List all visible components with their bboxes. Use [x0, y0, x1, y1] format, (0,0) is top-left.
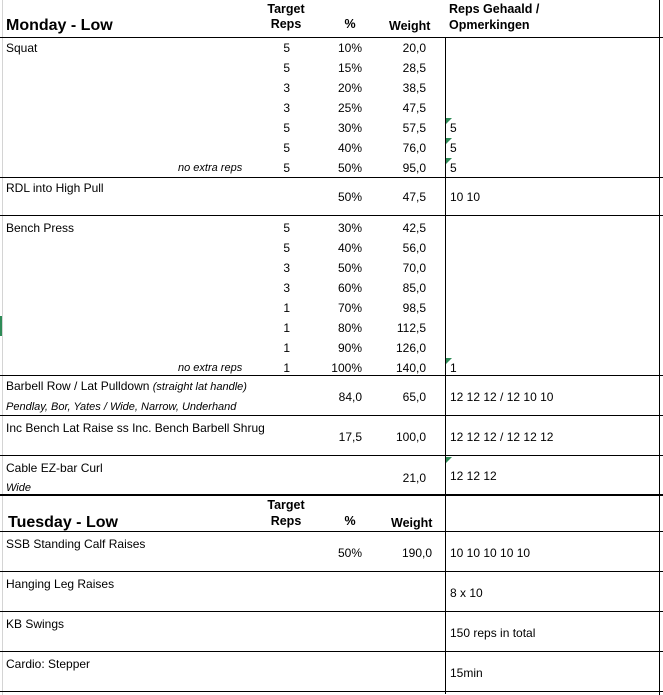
squat-set-percent: 20% — [337, 81, 362, 95]
bench-set-weight: 42,5 — [402, 221, 426, 235]
bench-set-percent: 100% — [331, 361, 362, 375]
squat-note: no extra reps — [178, 162, 243, 174]
row-percent: 84,0 — [338, 390, 362, 404]
calf-weight: 190,0 — [401, 546, 432, 560]
tue-header-percent: % — [344, 514, 356, 528]
exercise-row — [6, 379, 247, 394]
bench-set-reps: 1 — [283, 361, 290, 375]
squat-set-weight: 20,0 — [402, 41, 426, 55]
row-name: Barbell Row / Lat Pulldown — [6, 379, 150, 393]
squat-set-done: 5 — [450, 141, 457, 155]
comment-marker — [446, 118, 452, 124]
squat-set-weight: 76,0 — [402, 141, 426, 155]
bench-set-weight: 126,0 — [395, 341, 426, 355]
header-notes-2: Opmerkingen — [449, 18, 530, 32]
bench-set-weight: 98,5 — [402, 301, 426, 315]
exercise-cardio: Cardio: Stepper — [6, 657, 91, 671]
squat-set-weight: 57,5 — [402, 121, 426, 135]
bench-set-percent: 90% — [337, 341, 362, 355]
header-target-reps-1: Target — [267, 2, 305, 16]
header-notes-1: Reps Gehaald / — [449, 2, 540, 16]
leg-raises-done: 8 x 10 — [450, 586, 483, 600]
selected-row-marker — [0, 316, 2, 336]
squat-set-weight: 95,0 — [402, 161, 426, 175]
rdl-done: 10 10 — [450, 190, 481, 204]
squat-set-reps: 5 — [283, 161, 290, 175]
exercise-curl: Cable EZ-bar Curl — [6, 461, 103, 475]
bench-set-reps: 5 — [283, 221, 290, 235]
tue-header-weight: Weight — [391, 516, 433, 530]
bench-set-percent: 50% — [337, 261, 362, 275]
row-border — [0, 691, 663, 692]
squat-set-percent: 25% — [337, 101, 362, 115]
header-weight: Weight — [389, 19, 431, 33]
row-border — [0, 571, 663, 572]
bench-set-reps: 1 — [283, 341, 290, 355]
squat-set-weight: 28,5 — [402, 61, 426, 75]
bench-set-weight: 140,0 — [395, 361, 426, 375]
squat-set-reps: 5 — [283, 41, 290, 55]
squat-set-reps: 5 — [283, 141, 290, 155]
bench-set-percent: 30% — [337, 221, 362, 235]
squat-set-reps: 5 — [283, 121, 290, 135]
squat-set-percent: 50% — [337, 161, 362, 175]
incline-done: 12 12 12 / 12 12 12 — [450, 430, 554, 444]
bench-set-reps: 5 — [283, 241, 290, 255]
exercise-rdl: RDL into High Pull — [6, 181, 104, 195]
squat-set-percent: 10% — [337, 41, 362, 55]
row-border — [0, 37, 663, 38]
bench-note: no extra reps — [178, 362, 243, 374]
exercise-bench: Bench Press — [6, 221, 75, 235]
incline-percent: 17,5 — [338, 430, 362, 444]
row-border — [0, 375, 663, 376]
bench-set-weight: 85,0 — [402, 281, 426, 295]
squat-set-reps: 3 — [283, 101, 290, 115]
tue-header-target-reps-2: Reps — [270, 514, 302, 528]
squat-set-done: 5 — [450, 121, 457, 135]
column-border — [445, 376, 446, 416]
bench-set-weight: 70,0 — [402, 261, 426, 275]
section-title-tuesday: Tuesday - Low — [8, 514, 118, 531]
gridline — [2, 0, 3, 695]
squat-set-done: 5 — [450, 161, 457, 175]
column-border — [445, 496, 446, 694]
row-border — [0, 415, 663, 416]
squat-set-reps: 3 — [283, 81, 290, 95]
squat-set-percent: 40% — [337, 141, 362, 155]
bench-set-weight: 56,0 — [402, 241, 426, 255]
curl-variant: Wide — [6, 482, 31, 494]
row-name-note: (straight lat handle) — [152, 381, 247, 393]
row-variants: Pendlay, Bor, Yates / Wide, Narrow, Underhand — [6, 401, 237, 413]
comment-marker — [446, 358, 452, 364]
row-done: 12 12 12 / 12 10 10 — [450, 390, 554, 404]
column-border — [445, 416, 446, 456]
curl-done: 12 12 12 — [450, 469, 497, 483]
row-border — [0, 215, 663, 216]
tue-header-target-reps-1: Target — [267, 498, 305, 512]
bench-set-reps: 3 — [283, 261, 290, 275]
column-border — [445, 216, 446, 376]
bench-set-percent: 80% — [337, 321, 362, 335]
cardio-done: 15min — [450, 666, 483, 680]
row-border — [0, 177, 663, 178]
comment-marker — [446, 457, 452, 463]
row-weight: 65,0 — [402, 390, 426, 404]
section-title-monday: Monday - Low — [6, 17, 113, 34]
exercise-incline: Inc Bench Lat Raise ss Inc. Bench Barbell Shrug — [6, 421, 265, 435]
squat-set-weight: 38,5 — [402, 81, 426, 95]
squat-set-percent: 15% — [337, 61, 362, 75]
squat-set-reps: 5 — [283, 61, 290, 75]
bench-set-done: 1 — [450, 361, 457, 375]
calf-done: 10 10 10 10 10 — [450, 546, 531, 560]
bench-set-reps: 1 — [283, 301, 290, 315]
curl-weight: 21,0 — [402, 471, 426, 485]
exercise-calf: SSB Standing Calf Raises — [6, 537, 146, 551]
bench-set-reps: 3 — [283, 281, 290, 295]
exercise-kb-swings: KB Swings — [6, 617, 65, 631]
row-border — [0, 651, 663, 652]
squat-set-weight: 47,5 — [402, 101, 426, 115]
rdl-weight: 47,5 — [402, 190, 426, 204]
squat-set-percent: 30% — [337, 121, 362, 135]
header-percent: % — [344, 17, 356, 31]
rdl-percent: 50% — [337, 190, 362, 204]
row-border — [0, 455, 663, 456]
incline-weight: 100,0 — [395, 430, 426, 444]
comment-marker — [446, 158, 452, 164]
bench-set-percent: 60% — [337, 281, 362, 295]
bench-set-reps: 1 — [283, 321, 290, 335]
row-border — [0, 611, 663, 612]
header-target-reps-2: Reps — [270, 17, 302, 31]
column-border — [659, 0, 660, 695]
kb-swings-done: 150 reps in total — [450, 626, 536, 640]
section-border — [0, 494, 663, 496]
calf-percent: 50% — [337, 546, 362, 560]
column-border — [445, 178, 446, 216]
exercise-leg-raises: Hanging Leg Raises — [6, 577, 115, 591]
bench-set-weight: 112,5 — [396, 321, 426, 335]
exercise-squat: Squat — [6, 41, 38, 55]
bench-set-percent: 70% — [337, 301, 362, 315]
column-border — [445, 38, 446, 178]
bench-set-percent: 40% — [337, 241, 362, 255]
comment-marker — [446, 138, 452, 144]
